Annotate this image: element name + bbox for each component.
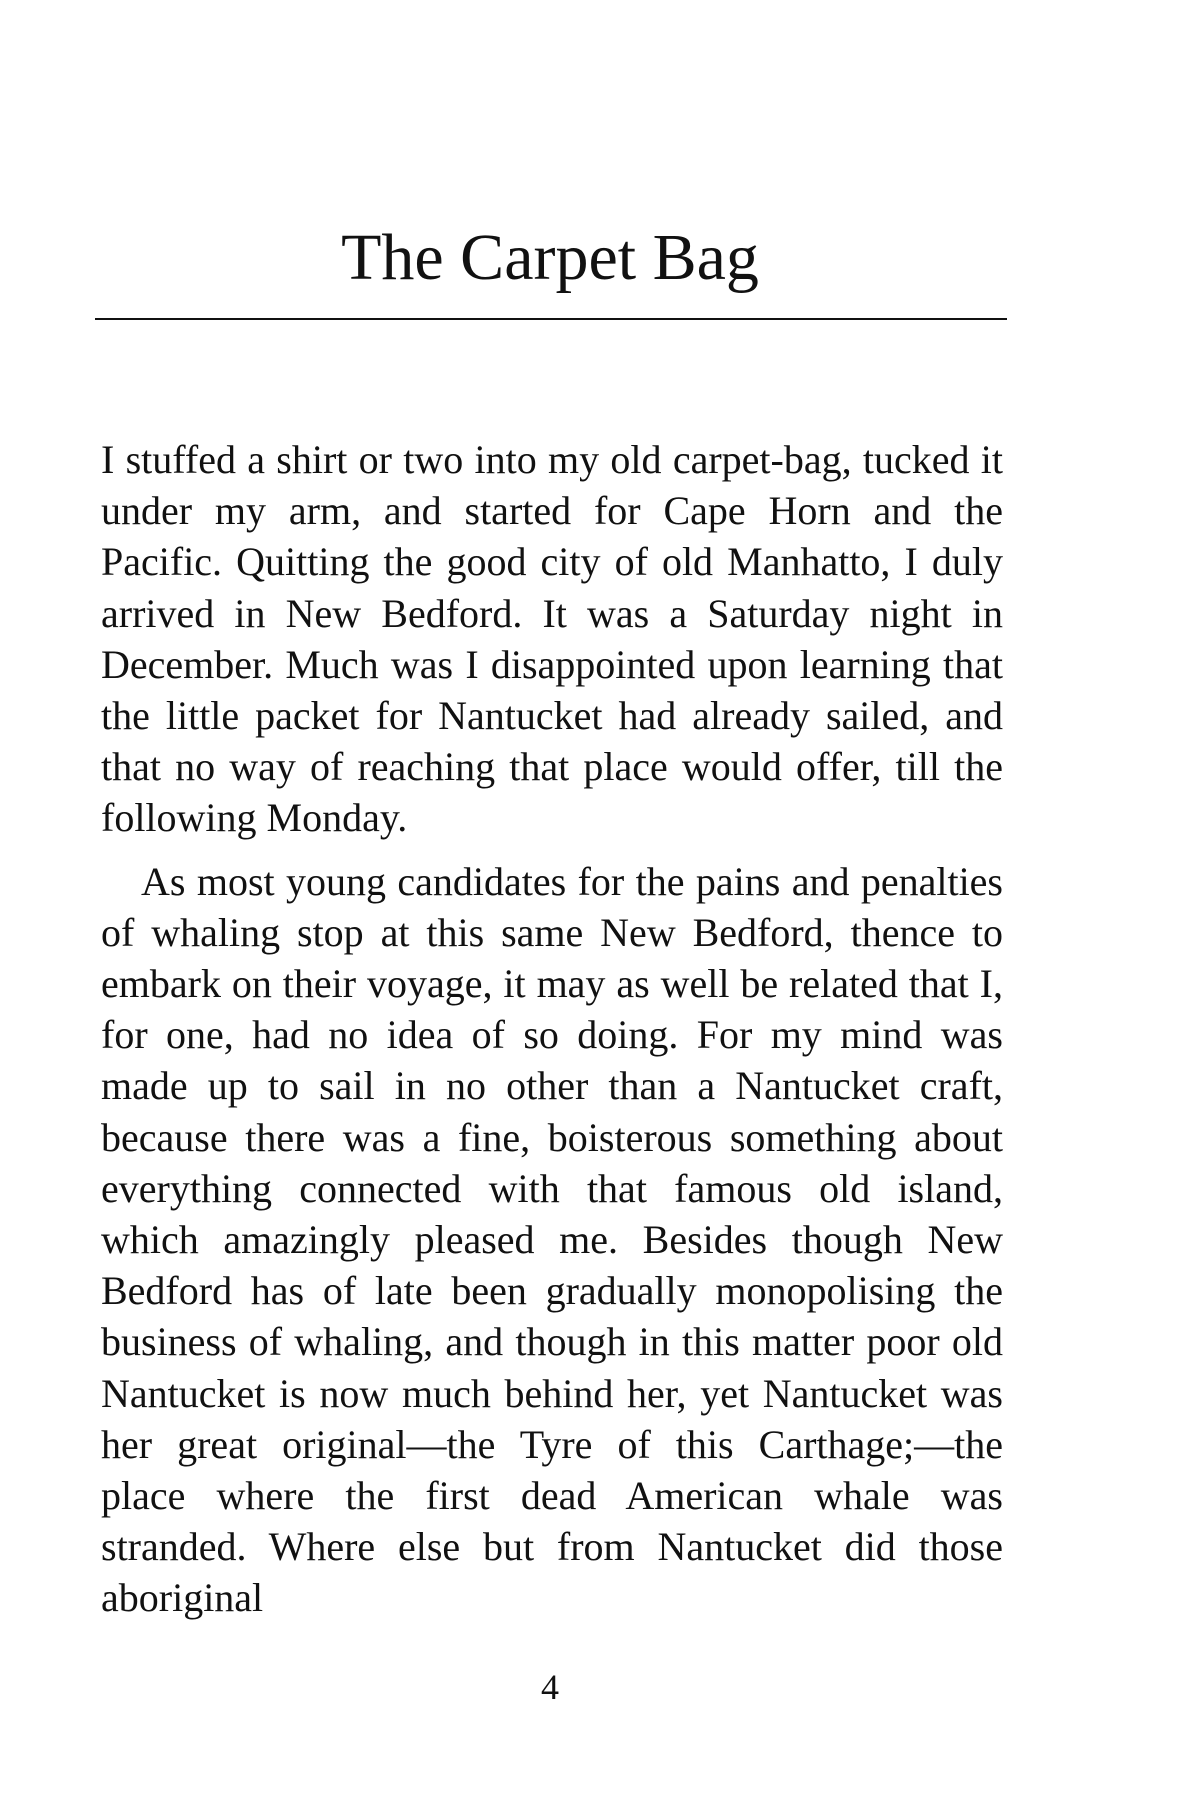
paragraph: As most young candidates for the pains and penalties of whaling stop at this same New Bedford, thence to embark on their voyage, it may as well be related that I, for one, had no idea of so doing. For my mind was made up to sail in no other than a Nantucket craft, because there was a fine, boisterous something about everything connected with that famous old island, which amazingly pleased me. Besides though New Bedford has of late been gradually monopolising the business of whaling, and though in this matter poor old Nantucket is now much behind her, yet Nantucket was her great original—the Tyre of this Carthage;—the place where the first dead American whale was stranded. Where else but from Nantucket did those aboriginal <box>101 858 1003 1621</box>
paragraph: I stuffed a shirt or two into my old carpet-bag, tucked it under my arm, and started for Cape Horn and the Pacific. Quitting the good city of old Manhatto, I duly arrived in New Bedford. It was a Saturday night in December. Much was I disappointed upon learning that the little packet for Nantucket had already sailed, and that no way of reaching that place would offer, till the following Monday. <box>101 437 1003 841</box>
chapter-body <box>101 434 1003 1624</box>
title-rule <box>95 318 1007 320</box>
page-number: 4 <box>541 1667 559 1707</box>
chapter-title: The Carpet Bag <box>341 221 759 294</box>
